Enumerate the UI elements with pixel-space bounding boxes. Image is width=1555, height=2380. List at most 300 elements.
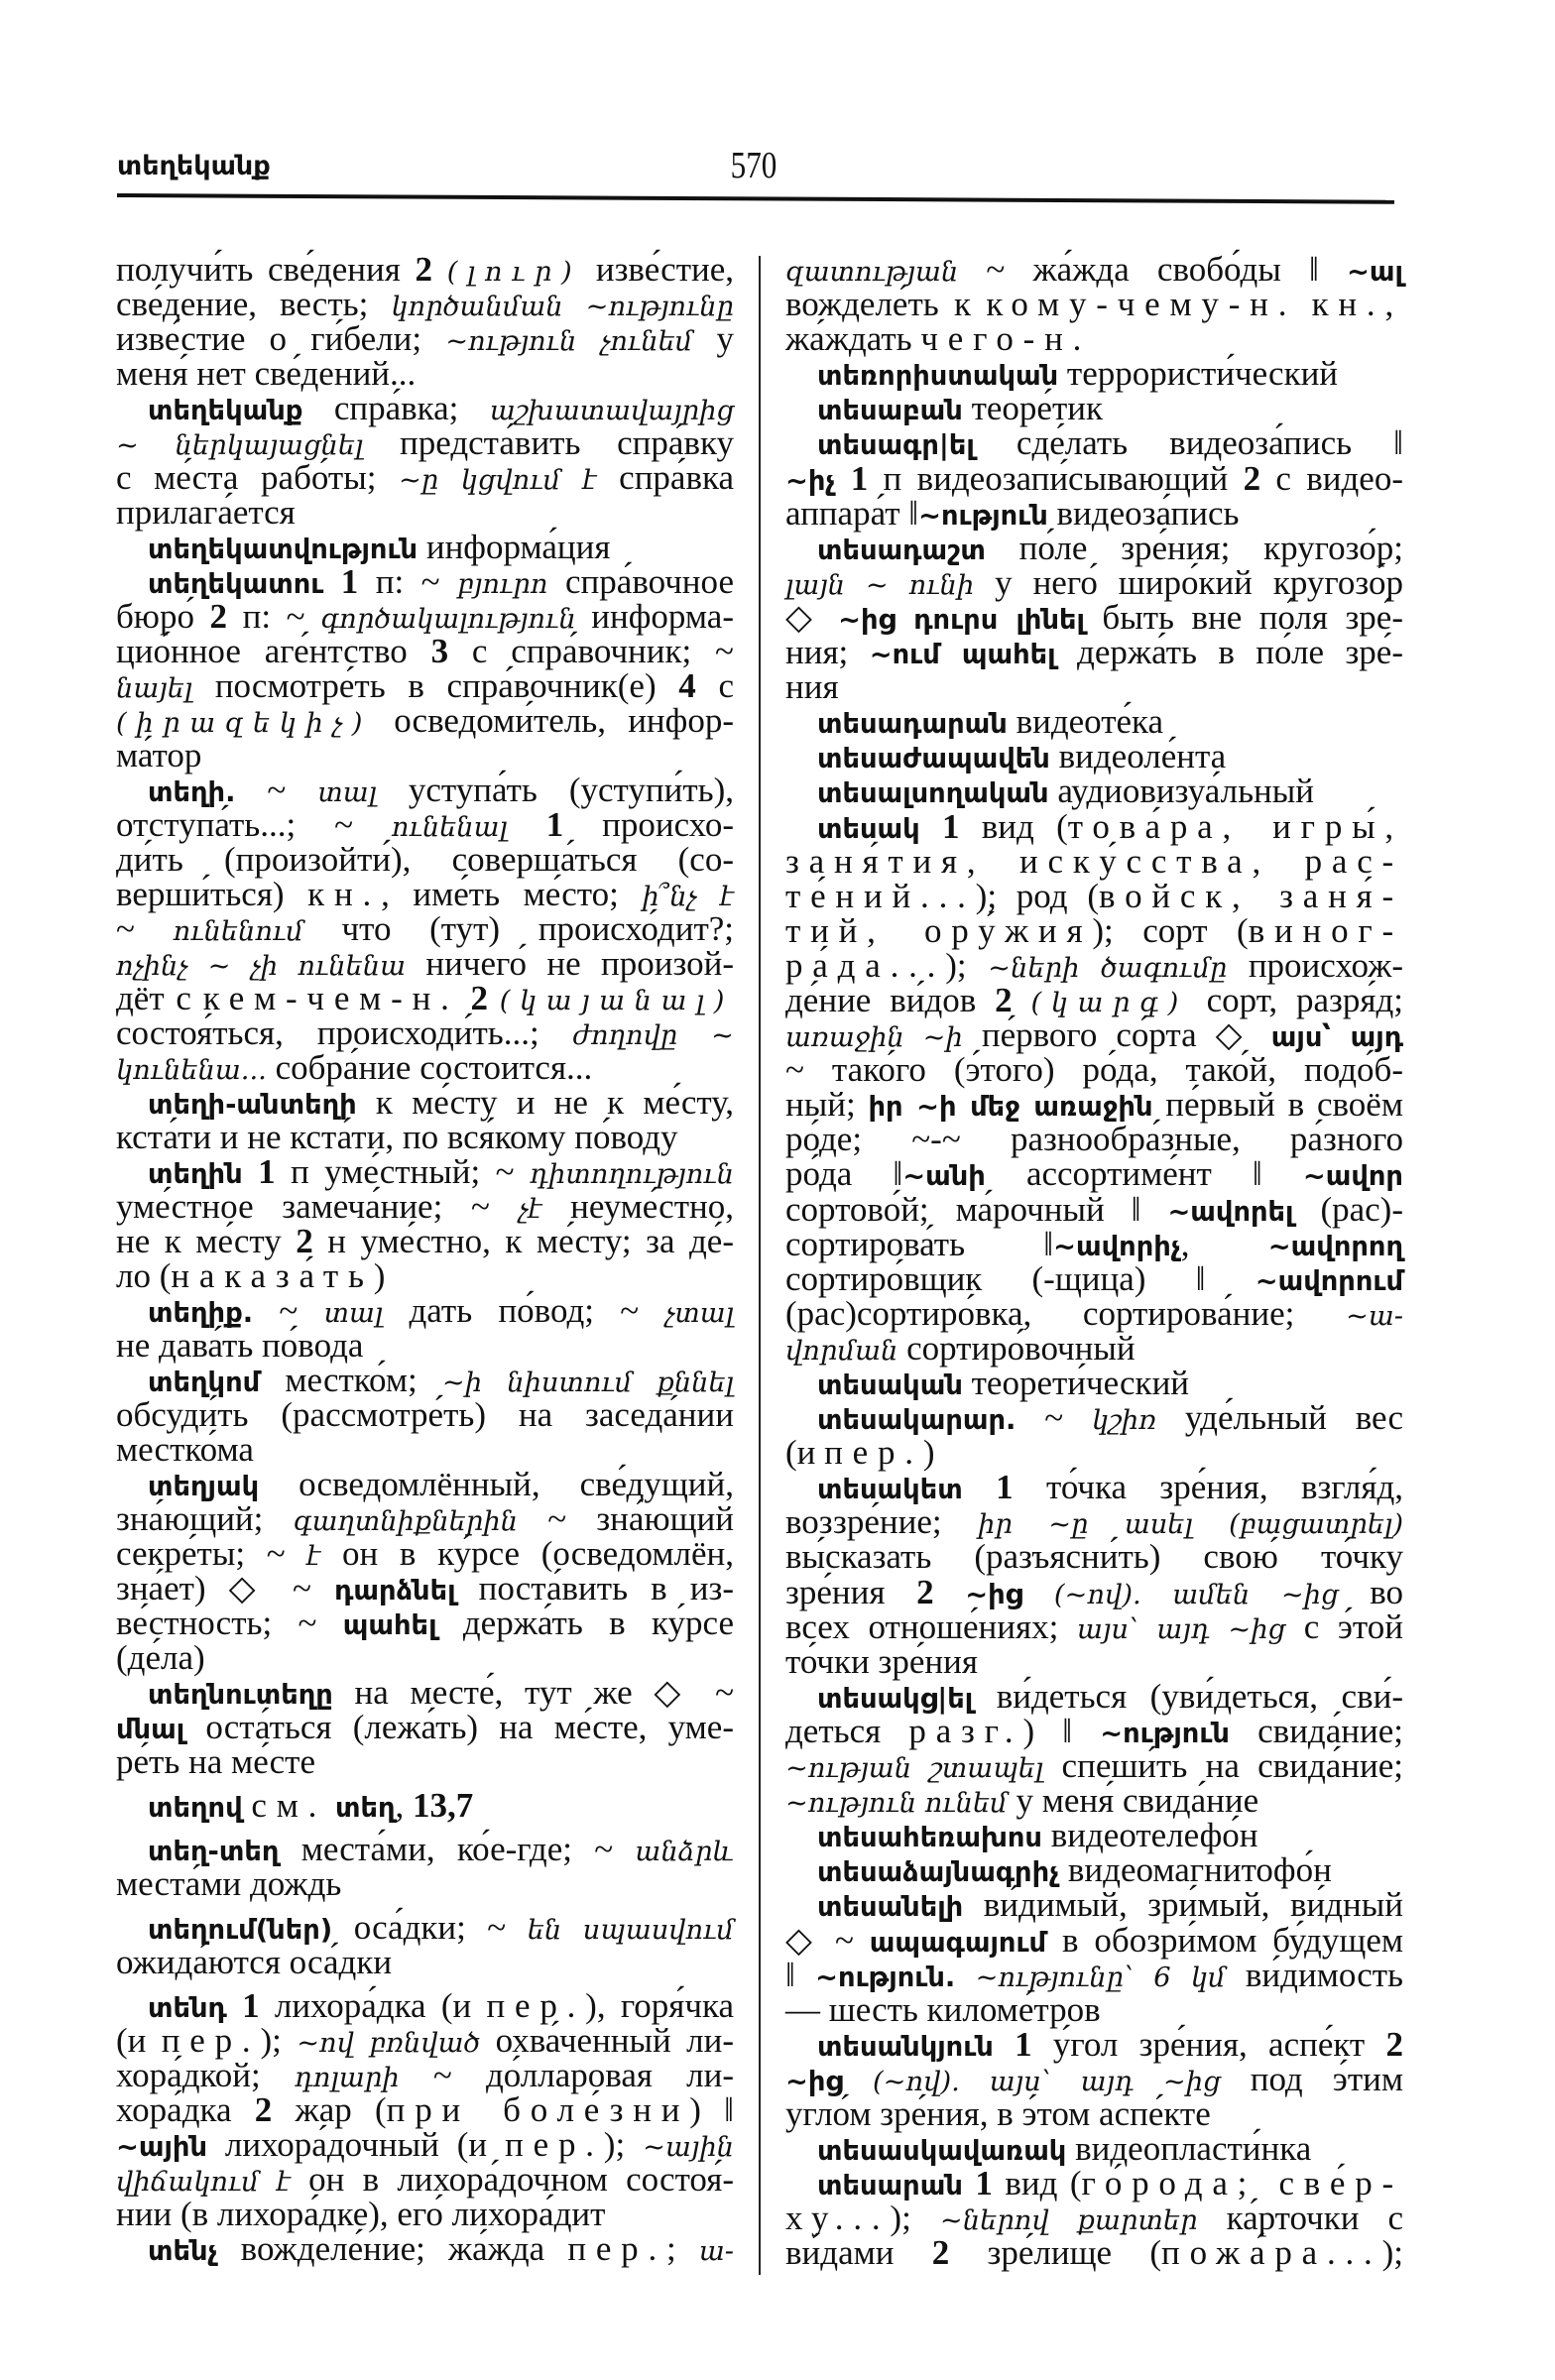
russian-translation: видеомагнитофо́н [1059,1850,1332,1890]
russian-translation: ) [922,1433,935,1473]
headword: տեղով [148,1793,243,1824]
russian-translation: поста́вить в из- [455,1569,734,1607]
russian-translation: ви́димый, зри́мый, ви́дный [963,1885,1403,1925]
russian-translation: видеоте́ка [1007,702,1164,742]
spaced-usage-label: това́ра, игры́, [1067,806,1403,846]
sense-number: 13,7 [413,1786,474,1825]
russian-translation: ~ [1016,1398,1093,1438]
entry-line [116,1120,734,1154]
entry-line [785,841,1403,881]
sense-number: 2 [415,250,433,289]
russian-translation: ◇ [785,597,839,637]
armenian-bold-phrase: ~ավորում [1255,1265,1403,1297]
entry-line [785,597,1403,637]
russian-translation: бюро́ [116,597,210,636]
russian-translation: оста́ться (лежа́ть) на ме́сте, уме- [184,1708,734,1746]
armenian-example: ժողովը ~ [572,1020,734,1051]
entry-line [785,1468,1403,1507]
sense-number: 2 [931,2233,950,2273]
entry-line [785,354,1403,394]
russian-translation: пе́рвый в своём [1152,1085,1403,1125]
armenian-example: ~ային [643,2132,735,2163]
spaced-usage-label: войск, заня́- [1099,876,1403,915]
armenian-bold-phrase: ~ից [785,2066,843,2097]
entry-line [116,252,734,287]
armenian-example: ա- [698,2236,734,2267]
dictionary-entry [116,773,734,1085]
entry-line [785,1398,1403,1438]
russian-translation: ~ до́лларовая ли- [399,2056,734,2094]
entry-line [785,2093,1403,2133]
entry-line [785,910,1403,950]
entry-line [785,1920,1403,1960]
headword: տեսանկյուն [817,2031,994,2063]
russian-translation: уде́льный вес [1156,1398,1403,1438]
russian-translation: держа́ть в по́ле зре́- [1055,633,1403,672]
russian-translation: угло́м зре́ния, в э́том аспе́кте [785,2093,1211,2133]
armenian-example: կունենա... [116,1055,267,1086]
armenian-example: ~ով բռնված [297,2028,481,2059]
russian-translation: лихора́дочный (и [207,2125,506,2164]
russian-translation: вожделе́ть к [785,285,987,324]
entry-line [116,1085,734,1120]
entry-line [785,806,1403,846]
russian-translation: меня́ нет све́дений... [116,354,417,393]
dictionary-entry [785,423,1403,533]
russian-translation: жа́ждать [785,319,921,359]
entry-line [116,2092,734,2127]
spaced-usage-label: чего-н. [920,319,1092,359]
russian-translation: зре́ния [785,1572,917,1611]
armenian-example: (~ով). ամեն ~ից [1053,1579,1339,1610]
spaced-usage-label: пер. [161,2021,261,2060]
russian-translation: быть вне по́ля зре́- [1084,597,1403,637]
russian-translation: у [692,319,734,358]
entry-line [116,1945,734,1979]
headword: տեսաբան [817,396,963,427]
russian-translation [934,1573,966,1611]
russian-translation [963,2164,975,2202]
entry-line [785,2199,1403,2238]
armenian-example: կործանման ~ությունը [391,292,735,322]
armenian-bold-phrase: ապագայում [869,1927,1047,1959]
russian-translation: , [1180,1224,1268,1263]
armenian-example: դոլարի [294,2063,400,2093]
armenian-example: գործակալություն [320,604,576,635]
armenian-example: ~ ներկայացնել [116,430,364,461]
sense-number: 1 [1015,2024,1032,2064]
russian-translation: (и [785,1433,825,1473]
armenian-bold-phrase: տեղ [334,1793,396,1824]
russian-translation: ди́ть (произойти́), соверша́ться (со- [116,840,734,879]
russian-translation [459,979,471,1017]
dictionary-entry [785,2129,1403,2169]
spaced-usage-label: пожа́ра... [1161,2233,1382,2273]
entry-line [116,2162,734,2197]
column-divider [759,256,761,2275]
russian-translation: оса́дки; ~ [332,1908,528,1947]
spaced-usage-label: кому-чему-н. [986,285,1297,324]
russian-translation: изве́стие о ги́бели; [116,319,446,358]
russian-translation: вожделе́ние; жа́жда [217,2229,568,2268]
russian-translation: (рас)сортиро́вка, сортирова́ние; [785,1293,1346,1333]
headword: տեսակ [817,813,920,845]
russian-translation: ~ зна́ющий [518,1499,735,1538]
russian-translation: ка́рточки с [1197,2199,1403,2238]
russian-translation: воззре́ние; [785,1502,979,1542]
russian-translation: аппара́т ‖ [785,493,919,533]
dictionary-entry [116,564,734,773]
russian-translation: верши́ться) [116,875,308,913]
headword: տեսահեռախոս [817,1823,1042,1854]
entry-line [785,1258,1403,1298]
entry-line [785,772,1403,811]
entry-line [116,1432,734,1467]
armenian-bold-phrase: ~ավորող [1267,1231,1403,1262]
russian-translation: , име́ть ме́сто; [381,875,643,913]
russian-translation: видеотелефо́н [1041,1816,1258,1855]
headword: տեղեկատվություն [148,535,419,565]
russian-translation: цио́нное аге́нтство [116,632,431,670]
russian-translation: по́ле зре́ния; кругозо́р; [985,528,1403,567]
entry-line [116,668,734,703]
entry-line [785,1816,1403,1855]
russian-translation: у́гол зре́ния, аспе́кт [1031,2024,1386,2064]
dictionary-entry [785,528,1403,707]
armenian-bold-phrase: ~անի [902,1161,986,1193]
dictionary-entry [785,702,1403,742]
headword: տենդ [148,1993,227,2024]
spaced-usage-label: ху... [785,2199,891,2238]
entry-line [785,1746,1404,1786]
russian-translation: что (тут) происхо́дит?; [302,909,735,948]
russian-translation: — шесть киломе́тров [785,1989,1101,2029]
russian-translation: изве́стие, [581,250,735,289]
dictionary-entry [785,772,1403,811]
russian-translation [843,2060,873,2098]
armenian-example: ~ը կցվում է [399,465,597,496]
armenian-example: ~ների ծագումը [988,952,1228,984]
sense-number: 2 [916,1572,934,1611]
spaced-usage-label: кн. [307,875,382,913]
armenian-example: ~ության շտապել [785,1753,1044,1785]
entry-line [785,528,1403,567]
dictionary-entry [116,1293,734,1363]
entry-line [116,1744,734,1779]
entry-line [785,1502,1403,1542]
spaced-usage-label: кн., [1311,285,1404,324]
russian-translation: с видео- [1260,458,1403,498]
headword: տեսարան [817,2171,963,2202]
entry-line [785,1711,1403,1750]
headword: տեղեկանք [148,396,303,426]
spaced-usage-label: виног- [1248,910,1403,950]
headword: տեսադարան [817,709,1008,741]
headword: տեսակարար. [817,1405,1017,1437]
russian-translation: ро́да ‖ [785,1154,903,1194]
entry-line [116,425,734,460]
russian-translation: ◇ ~ [785,1920,870,1960]
entry-line [116,1675,734,1710]
dictionary-entry [116,1788,734,1823]
russian-translation: с ме́ста рабо́ты; [116,458,400,497]
entry-line [116,2231,734,2266]
entry-line [116,703,734,738]
russian-translation: ~ [253,1291,324,1330]
headword: տեսադաշտ [817,535,986,566]
entry-line [116,1832,734,1866]
russian-translation: деться [785,1711,909,1750]
entry-line [785,493,1403,533]
russian-translation: ви́димость [1225,1955,1404,1994]
russian-translation: ); сорт ( [1092,910,1249,950]
dictionary-entry [116,1910,734,1979]
entry-line [116,1910,734,1945]
entry-line [785,1989,1403,2029]
entry-line [785,423,1403,463]
russian-translation: осведоми́тель, инфор- [372,701,734,740]
entry-line [785,2233,1403,2273]
russian-translation: места́ми, ко́е-где; ~ [279,1830,636,1868]
entry-line [785,252,1403,287]
sense-number: 2 [470,979,488,1017]
russian-translation: под э́тим [1220,2059,1403,2098]
entry-line [116,1640,734,1675]
entry-line [116,1536,734,1571]
entry-line [785,2166,1403,2201]
russian-translation: зна́ющий; [116,1499,294,1538]
spaced-usage-label: тий, ору́жия [785,910,1093,950]
russian-translation: террористи́ческий [1058,354,1339,394]
dictionary-entry [785,1676,1404,1821]
armenian-example: այս՝ այդ ~ից [1077,1613,1286,1645]
dictionary-entry [116,1675,734,1779]
entry-line [116,634,734,668]
entry-line [116,1606,734,1640]
russian-translation [488,979,500,1017]
armenian-example: են սպասվում [527,1915,734,1946]
entry-line [785,667,1403,707]
sense-number: 1 [545,805,564,844]
russian-translation: неуме́стно, [541,1187,734,1226]
spaced-usage-label: разг. [908,1711,1023,1750]
spaced-usage-label: наказа́ть [171,1256,374,1295]
dictionary-entry [116,1154,734,1293]
russian-translation: свида́ние; [1229,1711,1403,1750]
russian-translation: ви́деться (уви́деться, сви́- [973,1676,1403,1716]
entry-line [785,562,1403,602]
armenian-example: առաջին ~ի [785,1022,963,1054]
sense-number: 2 [209,597,228,636]
russian-translation [1296,285,1311,323]
entry-line [116,911,734,946]
russian-translation: ~ тако́го (э́того) ро́да, тако́й, подо́б- [785,1050,1403,1090]
russian-translation: происхож- [1227,945,1403,985]
headword: տեղկոմ [148,1368,261,1398]
headword: տեսանելի [817,1892,964,1924]
russian-translation: то́чки зре́ния [785,1641,978,1681]
entry-line [116,842,734,877]
armenian-example: գաղտնիքներին [293,1506,518,1537]
russian-translation: п: ~ [227,597,321,636]
sense-number: 1 [340,562,359,601]
sense-number: 3 [430,632,449,670]
russian-translation: (и [116,2021,162,2060]
armenian-example: ունենալ [391,812,508,843]
entry-line [785,1120,1403,1159]
russian-translation: спра́вка; [302,389,490,427]
dictionary-entry [785,1398,1403,1473]
russian-translation: собра́ние состоится... [266,1048,593,1087]
spaced-usage-label: см. [251,1786,327,1825]
armenian-bold-phrase: ~ից [965,1579,1023,1610]
russian-translation [432,250,447,289]
russian-translation: ассортиме́нт ‖ [985,1154,1303,1194]
header-rule [117,193,1394,204]
armenian-example: դիտողություն [530,1159,734,1190]
armenian-bold-phrase: մնալ [116,1715,185,1745]
armenian-bold-phrase: ~իչ [785,465,836,497]
armenian-example: ~ա- [1346,1300,1403,1332]
entry-line [116,1328,734,1363]
russian-translation: ный; [785,1085,869,1125]
spaced-usage-label: те́ний... [785,876,976,915]
armenian-example: ունենում [173,916,303,947]
entry-line [116,356,734,391]
russian-translation: сде́лать видеоза́пись ‖ [974,423,1403,463]
entry-line [785,739,1403,774]
entry-line [116,738,734,773]
russian-translation: ), горя́чка [585,1986,735,2025]
entry-line [785,1606,1404,1646]
russian-translation: ма́тор [116,736,202,774]
sense-number: 1 [242,1986,260,2025]
sense-number: 2 [1243,458,1261,498]
dictionary-entry [785,354,1403,394]
armenian-bold-phrase: ~ություն [1100,1718,1230,1749]
entry-line [116,599,734,634]
russian-translation: (рас)- [1293,1189,1403,1229]
russian-translation: аудиовизуа́льный [1048,772,1315,811]
russian-translation: у него́ широ́кий кругозо́р [974,562,1403,602]
armenian-example: անձրև [635,1837,734,1867]
russian-translation: дёт с [116,979,203,1017]
russian-translation: сорт, разря́д; [1187,980,1403,1019]
russian-translation: пе́рвого со́рта ◇ [962,1015,1271,1055]
russian-translation: зна́ет) ◇ ~ [116,1569,335,1607]
entry-line [785,876,1403,915]
russian-translation: к ме́сту и не к ме́сту, [356,1083,734,1122]
entry-line [116,1224,734,1258]
russian-translation: све́дение, весть; [116,285,392,323]
headword: տեսագր|ել [817,430,975,462]
headword: տեղեկատու [148,569,324,600]
entry-line [785,458,1403,498]
russian-translation: ) [373,1256,386,1295]
dictionary-entry [116,391,734,530]
russian-translation: всех отноше́ниях; [785,1606,1077,1646]
spaced-usage-label: заня́тия, иску́сства, рас- [785,841,1403,881]
entry-line [116,1988,734,2023]
entry-line [785,1955,1404,1994]
dictionary-entry [785,806,1404,1368]
russian-translation: ); род ( [975,876,1099,915]
russian-translation: информа- [575,597,734,636]
russian-translation: с спра́вочник; ~ [448,632,734,670]
russian-translation: ро́де; ~-~ разнообра́зные, ра́зного [785,1120,1403,1159]
armenian-bold-phrase: ~ավորել [1167,1196,1294,1228]
armenian-bold-phrase: իր ~ի մեջ առաջին [868,1092,1153,1124]
russian-translation: жар ( [272,2090,387,2129]
entry-line [785,945,1403,985]
entry-line [116,321,734,356]
sense-number: 2 [296,1222,313,1260]
russian-translation: уступа́ть (уступи́ть), [376,771,734,809]
entry-line [116,807,734,842]
spaced-usage-label: го́рода; све́р- [1081,2164,1403,2203]
russian-translation [955,1956,975,1994]
russian-translation: места́ми дождь [116,1864,342,1903]
russian-translation: он в ку́рсе (осведомлён, [320,1534,734,1573]
russian-translation: ; [666,2229,699,2268]
entry-line [116,1788,734,1823]
russian-translation: нии (в лихора́дке), его́ лихора́дит [116,2195,606,2233]
entry-line [116,1467,734,1501]
entry-line [116,2197,734,2231]
entry-line [116,1866,734,1901]
entry-line [785,1328,1403,1368]
russian-translation: , [395,1786,414,1825]
entry-line [116,1258,734,1293]
armenian-bold-phrase: դարձնել [334,1576,456,1606]
entry-line [116,391,734,425]
russian-translation: ви́дами [785,2233,932,2273]
entry-line [785,1676,1403,1716]
entry-line [116,1363,734,1397]
dictionary-entry [785,250,1404,359]
headword: տեսակց|ել [817,1683,974,1715]
armenian-spaced-gloss: (կարգ) [1030,987,1188,1018]
entry-line [785,1050,1403,1090]
sense-number: 4 [678,666,696,705]
russian-translation: лихора́дка (и [259,1986,487,2025]
russian-translation: охва́ченный ли- [480,2021,734,2060]
headword: տեսալսողական [817,778,1049,810]
entry-line [785,1293,1403,1333]
armenian-example: նայել [116,673,193,704]
russian-translation: посмотре́ть в спра́вочник(е) [192,666,679,705]
sense-number: 2 [254,2090,273,2129]
armenian-bold-phrase: ~ից դուրս լինել [838,604,1085,636]
page-number: 570 [730,145,778,186]
russian-translation [835,459,850,498]
entry-line [116,1154,734,1189]
armenian-example: լայն ~ ունի [785,569,975,601]
entry-line [785,1850,1403,1890]
russian-translation: ~ [235,771,318,809]
dictionary-entry [785,1885,1404,2029]
armenian-bold-phrase: ~ում պահել [869,640,1056,671]
russian-translation: уме́стное замеча́ние; ~ [116,1187,519,1226]
column-right [785,250,1404,2273]
armenian-example: ի՞նչ է [642,882,734,912]
russian-translation: местко́м; [260,1361,442,1399]
russian-translation: осведомлённый, све́дущий, [259,1465,734,1503]
russian-translation: секре́ты; ~ [116,1534,307,1573]
headword: տեսաձայնագրիչ [817,1857,1060,1889]
armenian-example: ~ներով քարտեր [939,2205,1198,2237]
russian-translation: зре́лище ( [949,2233,1162,2273]
